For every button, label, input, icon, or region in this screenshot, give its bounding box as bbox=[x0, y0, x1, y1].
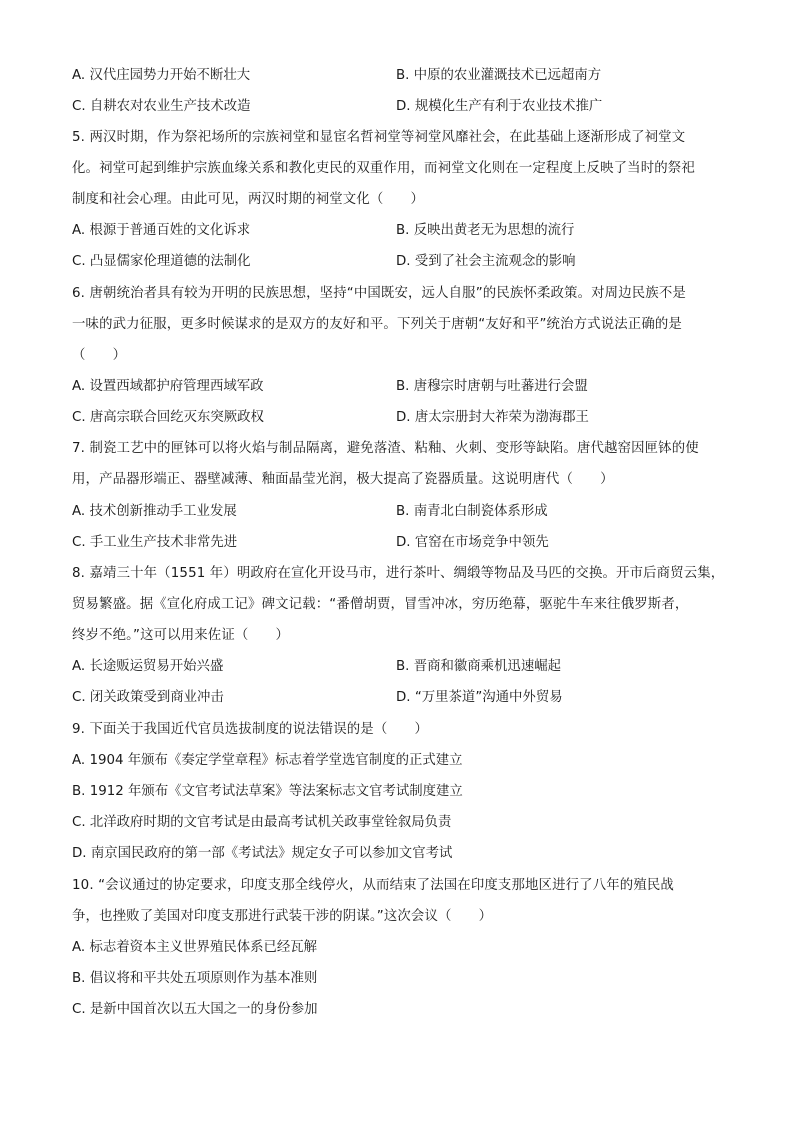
q7-options-row-2 bbox=[72, 533, 724, 553]
q5-option-b: B. 反映出黄老无为思想的流行 bbox=[396, 223, 575, 238]
q8-stem-line-2: 贸易繁盛。据《宣化府成工记》碑文记载：“番僧胡贾，冒雪冲冰，穷历绝幕，驱驼牛车来往俄罗斯者， bbox=[72, 597, 689, 612]
q6-option-b: B. 唐穆宗时唐朝与吐蕃进行会盟 bbox=[396, 379, 588, 394]
q7-stem-line-2: 用，产品器形端正、器壁减薄、釉面晶莹光润，极大提高了瓷器质量。这说明唐代（ ） bbox=[72, 472, 614, 487]
q10-option-a: A. 标志着资本主义世界殖民体系已经瓦解 bbox=[72, 940, 318, 955]
q7-option-c: C. 手工业生产技术非常先进 bbox=[72, 535, 238, 550]
q5-stem-line-1: 5. 两汉时期，作为祭祀场所的宗族祠堂和显宦名哲祠堂等祠堂风靡社会，在此基础上逐渐形成了祠堂文 bbox=[72, 130, 686, 145]
q5-option-a: A. 根源于普通百姓的文化诉求 bbox=[72, 223, 251, 238]
q7-option-a: A. 技术创新推动手工业发展 bbox=[72, 504, 237, 519]
q4-options-row-1 bbox=[72, 66, 724, 86]
q6-option-d: D. 唐太宗册封大祚荣为渤海郡王 bbox=[396, 410, 589, 425]
q9-option-a: A. 1904 年颁布《奏定学堂章程》标志着学堂选官制度的正式建立 bbox=[72, 753, 463, 768]
q8-option-d: D. “万里茶道”沟通中外贸易 bbox=[396, 690, 563, 705]
q5-option-d: D. 受到了社会主流观念的影响 bbox=[396, 254, 576, 269]
q8-option-a: A. 长途贩运贸易开始兴盛 bbox=[72, 659, 224, 674]
q8-stem-line-3: 终岁不绝。”这可以用来佐证（ ） bbox=[72, 628, 290, 643]
q5-stem-line-3: 制度和社会心理。由此可见，两汉时期的祠堂文化（ ） bbox=[72, 192, 425, 207]
q9-option-d: D. 南京国民政府的第一部《考试法》规定女子可以参加文官考试 bbox=[72, 846, 453, 861]
q4-option-a: A. 汉代庄园势力开始不断壮大 bbox=[72, 68, 251, 83]
q9-option-b: B. 1912 年颁布《文官考试法草案》等法案标志文官考试制度建立 bbox=[72, 784, 463, 799]
q4-options-row-2 bbox=[72, 97, 724, 117]
q6-stem-line-3: （ ） bbox=[72, 348, 127, 363]
q10-option-b: B. 倡议将和平共处五项原则作为基本准则 bbox=[72, 971, 318, 986]
q8-stem-line-1: 8. 嘉靖三十年（1551 年）明政府在宣化开设马市，进行茶叶、绸缎等物品及马匹的交换。开市后商贸云集， bbox=[72, 566, 725, 581]
q10-stem-line-1: 10. “会议通过的协定要求，印度支那全线停火，从而结束了法国在印度支那地区进行了八年的殖民战 bbox=[72, 878, 674, 893]
q7-options-row-1 bbox=[72, 502, 724, 522]
q5-stem-line-2: 化。祠堂可起到维护宗族血缘关系和教化吏民的双重作用，而祠堂文化则在一定程度上反映了当时的祭祀 bbox=[72, 161, 695, 176]
q6-options-row-2 bbox=[72, 408, 724, 428]
q8-option-c: C. 闭关政策受到商业冲击 bbox=[72, 690, 224, 705]
q8-option-b: B. 晋商和徽商乘机迅速崛起 bbox=[396, 659, 561, 674]
q6-option-c: C. 唐高宗联合回纥灭东突厥政权 bbox=[72, 410, 264, 425]
q7-option-d: D. 官窑在市场竞争中领先 bbox=[396, 535, 549, 550]
q9-stem-line-1: 9. 下面关于我国近代官员选拔制度的说法错误的是（ ） bbox=[72, 722, 428, 737]
q5-options-row-2 bbox=[72, 252, 724, 272]
q7-stem-line-1: 7. 制瓷工艺中的匣钵可以将火焰与制品隔离，避免落渣、粘釉、火刺、变形等缺陷。唐代越窑因匣钵的使 bbox=[72, 441, 699, 456]
q8-options-row-1 bbox=[72, 657, 724, 677]
q4-option-b: B. 中原的农业灌溉技术已远超南方 bbox=[396, 68, 602, 83]
q10-option-c: C. 是新中国首次以五大国之一的身份参加 bbox=[72, 1002, 318, 1017]
q6-options-row-1 bbox=[72, 377, 724, 397]
q4-option-d: D. 规模化生产有利于农业技术推广 bbox=[396, 99, 603, 114]
q6-option-a: A. 设置西域都护府管理西域军政 bbox=[72, 379, 264, 394]
q7-option-b: B. 南青北白制瓷体系形成 bbox=[396, 504, 548, 519]
q6-stem-line-1: 6. 唐朝统治者具有较为开明的民族思想，坚持“中国既安，远人自服”的民族怀柔政策。对周边民族不是 bbox=[72, 286, 686, 301]
q9-option-c: C. 北洋政府时期的文官考试是由最高考试机关政事堂铨叙局负责 bbox=[72, 815, 452, 830]
q5-option-c: C. 凸显儒家伦理道德的法制化 bbox=[72, 254, 251, 269]
q4-option-c: C. 自耕农对农业生产技术改造 bbox=[72, 99, 251, 114]
q8-options-row-2 bbox=[72, 688, 724, 708]
q5-options-row-1 bbox=[72, 221, 724, 241]
q6-stem-line-2: 一味的武力征服，更多时候谋求的是双方的友好和平。下列关于唐朝“友好和平”统治方式说法正确的是 bbox=[72, 317, 682, 332]
q10-stem-line-2: 争，也挫败了美国对印度支那进行武装干涉的阴谋。”这次会议（ ） bbox=[72, 909, 493, 924]
